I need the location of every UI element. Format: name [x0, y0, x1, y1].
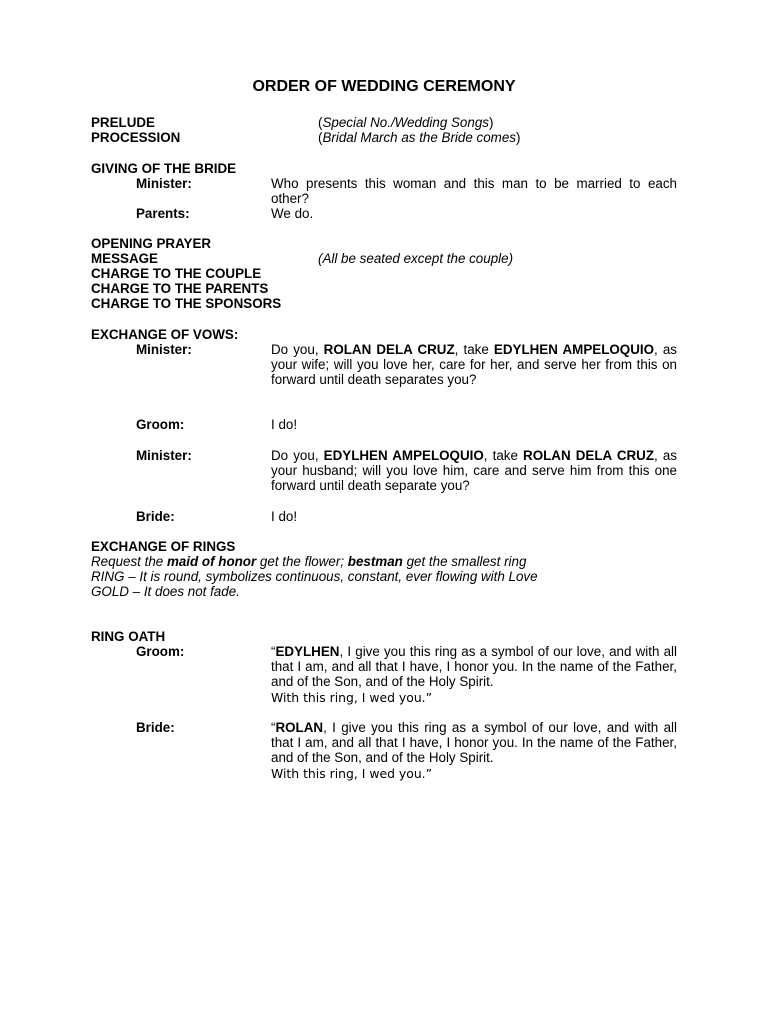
vows-heading: EXCHANGE OF VOWS: [91, 327, 239, 342]
minister-label: Minister: [136, 342, 192, 357]
bride-oath: “ROLAN, I give you this ring as a symbol of our love, and with all that I am, and all that I have, I honor you. In the name of the Father, and of the Son, and of the Holy Spirit. With this ring, I wed you.” [271, 720, 677, 781]
rings-request: Request the maid of honor get the flower; bestman get the smallest ring [91, 554, 527, 569]
document-title: ORDER OF WEDDING CEREMONY [252, 78, 516, 95]
minister-label: Minister: [136, 448, 192, 463]
charge-parents-heading: CHARGE TO THE PARENTS [91, 281, 269, 296]
rings-heading: EXCHANGE OF RINGS [91, 539, 236, 554]
groom-label: Groom: [136, 644, 185, 659]
ring-meaning: RING – It is round, symbolizes continuous, constant, ever flowing with Love [91, 569, 538, 584]
parents-answer: We do. [271, 206, 314, 221]
message-heading: MESSAGE [91, 251, 158, 266]
charge-couple-heading: CHARGE TO THE COUPLE [91, 266, 262, 281]
minister-label: Minister: [136, 176, 192, 191]
bride-label: Bride: [136, 509, 175, 524]
procession-note: (Bridal March as the Bride comes) [318, 130, 521, 145]
procession-heading: PROCESSION [91, 130, 181, 145]
groom-oath: “EDYLHEN, I give you this ring as a symbol of our love, and with all that I am, and all that I have, I honor you. In the name of the Father, and of the Son, and of the Holy Spirit. With this ring, I wed you.” [271, 644, 677, 705]
opening-prayer-heading: OPENING PRAYER [91, 236, 212, 251]
prelude-note: (Special No./Wedding Songs) [318, 115, 494, 130]
prelude-heading: PRELUDE [91, 115, 155, 130]
groom-answer: I do! [271, 417, 298, 432]
ring-oath-heading: RING OATH [91, 629, 166, 644]
minister-question: Who presents this woman and this man to be married to each other? [271, 176, 677, 207]
gold-meaning: GOLD – It does not fade. [91, 584, 240, 599]
charge-sponsors-heading: CHARGE TO THE SPONSORS [91, 296, 282, 311]
parents-label: Parents: [136, 206, 190, 221]
minister-vow-question-groom: Do you, ROLAN DELA CRUZ, take EDYLHEN AMPELOQUIO, as your wife; will you love her, care for her, and serve her from this on forward until death separates you? [271, 342, 677, 388]
giving-bride-heading: GIVING OF THE BRIDE [91, 161, 237, 176]
minister-vow-question-bride: Do you, EDYLHEN AMPELOQUIO, take ROLAN DELA CRUZ, as your husband; will you love him, care and serve him from this one forward until death separate you? [271, 448, 677, 494]
message-note: (All be seated except the couple) [318, 251, 514, 266]
groom-label: Groom: [136, 417, 185, 432]
bride-label: Bride: [136, 720, 175, 735]
bride-answer: I do! [271, 509, 298, 524]
